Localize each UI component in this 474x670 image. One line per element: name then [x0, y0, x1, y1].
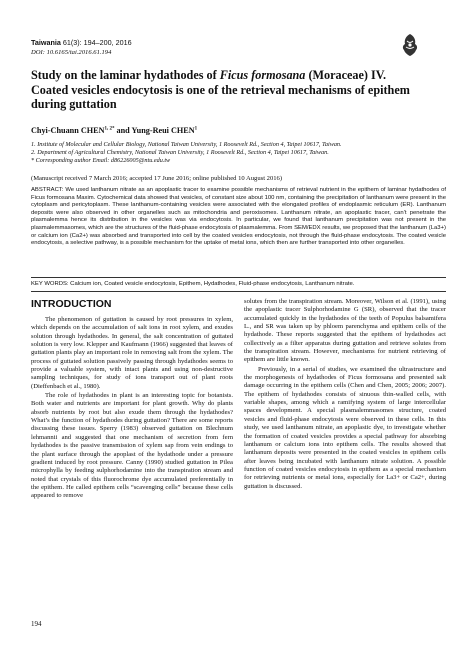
author-1: Chyi-Chuann CHEN — [31, 126, 105, 135]
section-heading: INTRODUCTION — [31, 298, 112, 310]
keywords — [31, 281, 446, 287]
journal-volume: 61(3): 194–200, 2016 — [60, 38, 132, 47]
divider — [31, 277, 446, 278]
left-column — [31, 316, 233, 501]
title-line2: Coated vesicles endocytosis is one of the retrieval mechanisms of epithem — [31, 82, 410, 97]
journal-emblem-icon — [398, 32, 422, 58]
title-line3: during guttation — [31, 97, 117, 111]
abstract-text: We used lanthanum nitrate as an apoplastic tracer to examine possible mechanisms of retrieval nutrient in the epithem of laminar hydathodes of Ficus formosana Maxim. Cytochemical data showed that vesicles, of constant size about 100 nm, containing the precipitation of lanthanum were present in the cytoplasm and pericytoplasm. These lanthanum-containing vesicles were associated with the elongated profiles of endoplasmic reticulum (ER). Lanthanum deposits were also observed in other organelles such as mitochondria and peroxisomes. Lanthanum nitrate, an apoplastic tracer, can’t penetrate the plasmalemma hence its distribution in the vesicles was via endocytosis. In particular, we found that lanthanum precipitation was not present in the plasmalemmasomes, which are the structures of the fluid-phase endocytosis of plasmalemma. From SEM/EDX results, we proposed that the lanthanum (La3+) or calcium ion (Ca2+) was absorbed and transported into cell by the coated vesicles endocytosis, not through the fluid-phase endocytosis. The coated vesicle endocytosis, a selective pathway, is a possible mechanism for the uptake of metal ions, which then are further transported into other organelles. — [31, 187, 446, 247]
corresponding-author: * Corresponding author Email: d86226005@ntu.edu.tw — [31, 157, 171, 164]
abstract — [31, 187, 446, 248]
title-line1-end: (Moraceae) IV. — [305, 68, 387, 82]
divider — [31, 291, 446, 292]
paragraph: Previously, in a serial of studies, we examined the ultrastructure and the morphogenesis of hydathodes of Ficus formosana and presented salt damage occurring in the epithem cells (Chen and Chen, 2005; 2006; 2007). The epithem of hydathodes consists of sinuous thin-walled cells, with variable shapes, among which a ramifying system of large intercellular spaces development. A special plasmalemmasomes structure, coated vesicles and fluid-phase endocytosis were observed in these cells. In this study, we used lanthanum nitrate, an apoplastic dye, to investigate whether the formation of coated vesicles provides a special pathway for absorbing lanthanum or calcium ions into epithem cells. The results showed that lanthanum deposits were presented in the coated vesicles in epithem cells after leaves being incubated with lanthanum nitrate solution. A possible function of coated vesicles endocytosis in epithem as a special mechanism for retrieving nutrients or metal ions, especially for La3+ or Ca2+, during guttation is discussed. — [244, 365, 446, 490]
keywords-text: Calcium ion, Coated vesicle endocytosis, Epithem, Hydathodes, Fluid-phase endocytosis, Lanthanum nitrate. — [68, 281, 355, 287]
author-conjunction: and — [114, 126, 132, 135]
author-2: Yung-Reui CHEN — [131, 126, 195, 135]
article-title — [31, 68, 446, 112]
affiliation-2: 2. Department of Agricultural Chemistry, National Taiwan University, 1 Roosevelt Rd., Section 4, Taipei 10617, Taiwan. — [31, 149, 329, 156]
abstract-label: ABSTRACT: — [31, 187, 64, 193]
author-2-affil: 1 — [194, 126, 198, 132]
author-list — [31, 126, 197, 135]
journal-name: Taiwania — [31, 38, 61, 47]
affiliation-1: 1. Institute of Molecular and Cellular Biology, National Taiwan University, 1 Roosevelt Rd., Section 4, Taipei 10617, Taiwan. — [31, 141, 342, 148]
paragraph: solutes from the transpiration stream. Moreover, Wilson et al. (1991), using the apoplastic tracer Sulphorhodamine G (SR), observed that the tracer accumulated quickly in the hydathodes of the teeth of Populus balsamifera L., and SR was taken up by phloem parenchyma and epithem cells of the hydathode. These reports suggested that the epithem of hydathodes act collectively as a filter apparatus during guttation and retrieve solutes from the transpiration stream. However, mechanisms for nutrient retrieving of epithem are little known. — [244, 298, 446, 364]
manuscript-dates: (Manuscript received 7 March 2016; accepted 17 June 2016; online published 10 August 2016) — [31, 175, 283, 182]
title-species: Ficus formosana — [219, 68, 306, 82]
page-number: 194 — [31, 620, 42, 628]
author-1-affil: 1, 2* — [104, 126, 115, 132]
paragraph: The phenomenon of guttation is caused by root pressures in xylem, which depends on the accumulation of salt ions in root xylem, and exudes solution through hydathodes. In general, the salt concentration of guttated solution is very low. Klepper and Kaufmann (1966) suggested that leaves of guttation plants play an important role in removing salt from the xylem. The process of guttated solution passively passing through hydathodes seems to provide a valuable system, with intact plants and using non-destructive sampling techniques, for study of ions transport out of plant roots (Dieffenbach et al., 1980). — [31, 316, 233, 390]
journal-citation — [31, 38, 132, 47]
paragraph: The role of hydathodes in plant is an interesting topic for botanists. Both water and nutrients are important for plant growth. Why do plants absorb nutrients by root but also exude them through the hydathodes? What’s the function of hydathodes during guttation? There are some reports discussing these issues. Sperry (1983) observed guttation on Blechnum lehmannii and suggested that one mechanism of secretion from fern hydathodes is the passive transmission of xylem sap from vein endings to the plant surface through the apoplast of the hydathode under a pressure gradient induced by root pressure. Canny (1990) studied guttation in Pilea microphylla by feeding sulphorhodamine into the transpiration stream and noted that crystals of this fluorochrome dye accumulated preferentially in the epithem. He called epithem cells “scavenging cells” because these cells appeared to remove — [31, 392, 233, 500]
right-column — [244, 298, 446, 491]
keywords-label: KEY WORDS: — [31, 281, 69, 287]
title-line1-start: Study on the laminar hydathodes of — [31, 68, 220, 82]
doi: DOI: 10.6165/tai.2016.61.194 — [31, 49, 112, 56]
